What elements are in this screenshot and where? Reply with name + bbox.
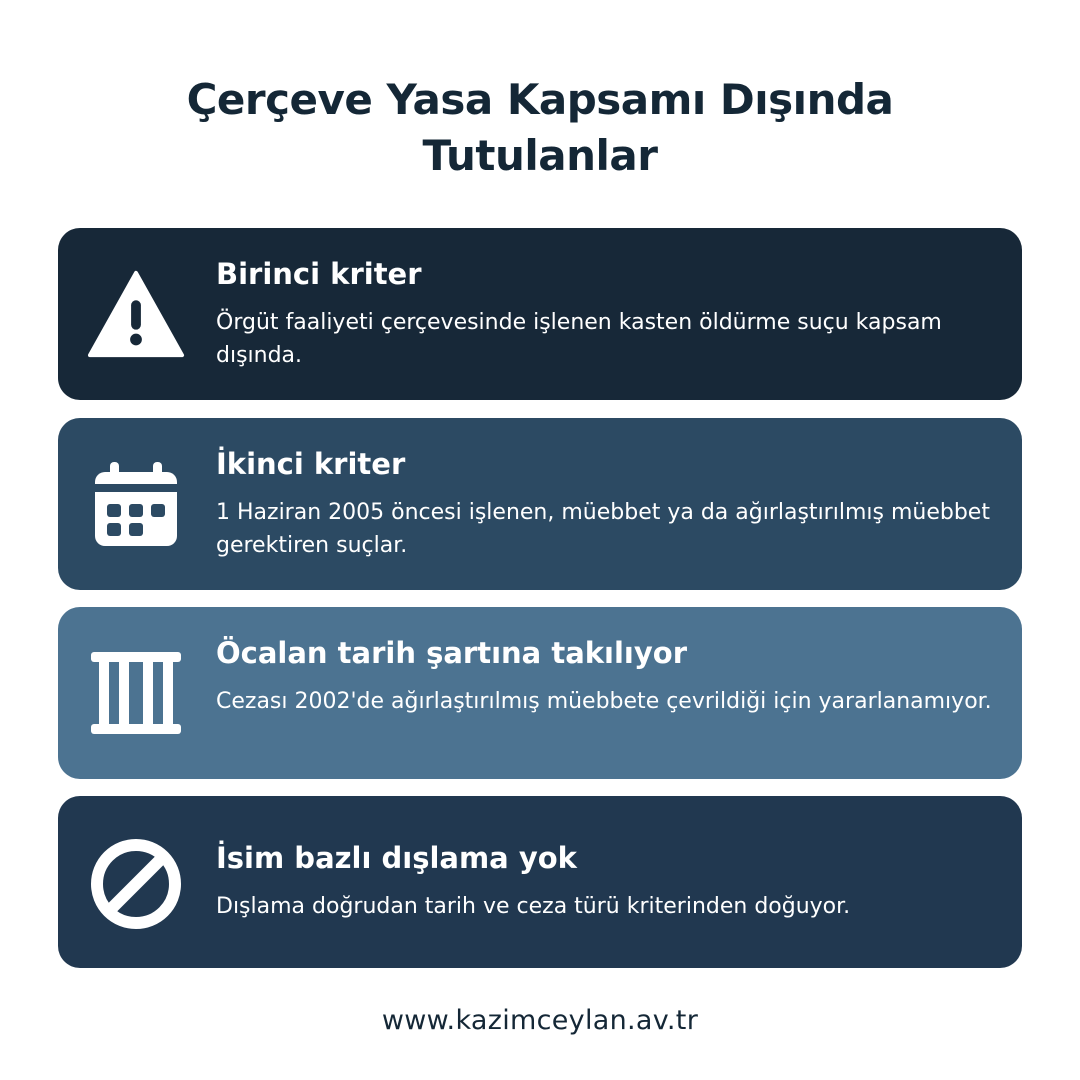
page-title-line-2: Tutulanlar [422, 131, 658, 180]
page-title [0, 72, 1080, 184]
card-heading: İkinci kriter [216, 447, 406, 481]
card-description: Cezası 2002'de ağırlaştırılmış müebbete çevrildiği için yararlanamıyor. [216, 689, 992, 714]
prison-bars-icon [86, 645, 186, 741]
criterion-card-3 [58, 607, 1022, 779]
card-heading: İsim bazlı dışlama yok [216, 841, 577, 875]
website-url[interactable]: www.kazimceylan.av.tr [381, 1005, 699, 1036]
card-description: Dışlama doğrudan tarih ve ceza türü kriterinden doğuyor. [216, 894, 851, 919]
page-title-line-1: Çerçeve Yasa Kapsamı Dışında [186, 75, 894, 124]
card-description: 1 Haziran 2005 öncesi işlenen, müebbet ya da ağırlaştırılmış müebbet gerektiren suçlar. [216, 500, 990, 558]
criterion-card-2 [58, 418, 1022, 590]
card-description: Örgüt faaliyeti çerçevesinde işlenen kasten öldürme suçu kapsam dışında. [216, 310, 942, 368]
calendar-icon [86, 456, 186, 552]
card-heading: Öcalan tarih şartına takılıyor [216, 636, 687, 670]
criterion-card-1 [58, 228, 1022, 400]
prohibited-icon [86, 836, 186, 932]
card-heading: Birinci kriter [216, 257, 422, 291]
criterion-card-4 [58, 796, 1022, 968]
warning-triangle-icon [86, 266, 186, 362]
